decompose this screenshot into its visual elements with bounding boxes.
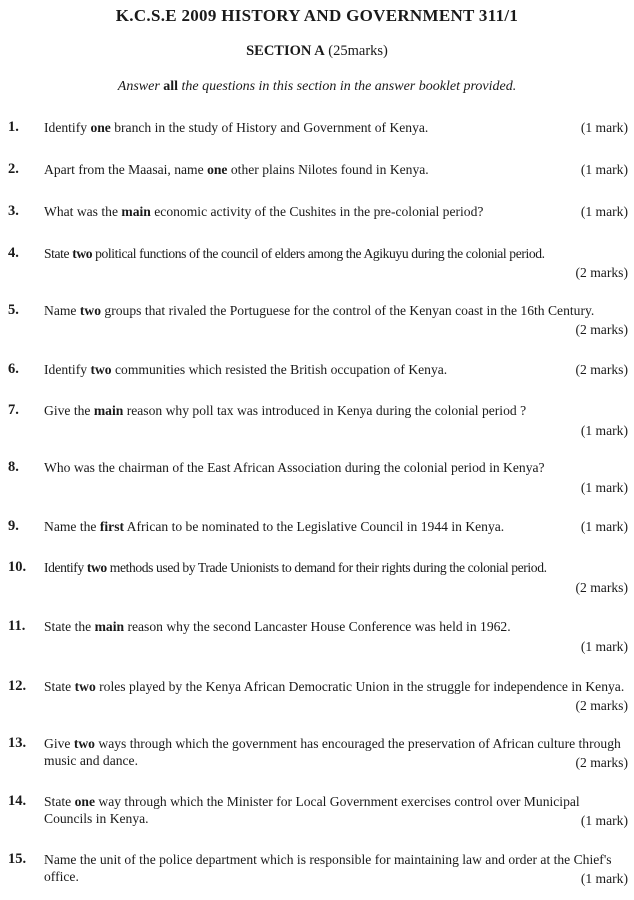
- question-marks: (1 mark): [580, 204, 628, 219]
- question-marks: (1 mark): [580, 120, 628, 135]
- question-number: 7.: [8, 402, 19, 418]
- instructions: [0, 79, 634, 95]
- section-label: SECTION A: [246, 43, 325, 59]
- question-number: 4.: [8, 245, 19, 261]
- question-marks: (2 marks): [575, 362, 628, 377]
- question-number: 8.: [8, 459, 19, 475]
- instruction-emphasis: all: [163, 79, 179, 94]
- question-marks: (2 marks): [575, 265, 628, 280]
- question-text: State two political functions of the council of elders among the Agikuyu during the colonial period.: [44, 246, 545, 261]
- question-marks: (1 mark): [580, 162, 628, 177]
- question-marks: (2 marks): [575, 698, 628, 713]
- question-text: Name two groups that rivaled the Portuguese for the control of the Kenyan coast in the 16th Century.: [44, 303, 595, 318]
- question-marks: (1 mark): [580, 480, 628, 495]
- question-marks: (1 mark): [580, 813, 628, 828]
- section-marks: (25marks): [328, 43, 388, 59]
- question-text: Give two ways through which the government has encouraged the preservation of African culture through music and dance.: [44, 736, 621, 768]
- question-text: Apart from the Maasai, name one other plains Nilotes found in Kenya.: [44, 162, 429, 177]
- question-number: 2.: [8, 161, 19, 177]
- question-text: State the main reason why the second Lancaster House Conference was held in 1962.: [44, 619, 511, 634]
- question-text: Name the first African to be nominated to the Legislative Council in 1944 in Kenya.: [44, 519, 505, 534]
- question-number: 6.: [8, 361, 19, 377]
- question-marks: (1 mark): [580, 519, 628, 534]
- question-text: What was the main economic activity of the Cushites in the pre-colonial period?: [44, 204, 484, 219]
- question-text: State one way through which the Minister for Local Government exercises control over Municipal Councils in Kenya.: [44, 794, 580, 826]
- section-heading: [0, 43, 634, 60]
- question-text: State two roles played by the Kenya African Democratic Union in the struggle for independence in Kenya.: [44, 679, 625, 694]
- question-number: 9.: [8, 518, 19, 534]
- instruction-text: Answer: [117, 79, 164, 94]
- question-text: Give the main reason why poll tax was introduced in Kenya during the colonial period ?: [44, 403, 527, 418]
- question-text: Identify two communities which resisted the British occupation of Kenya.: [44, 362, 448, 377]
- question-number: 12.: [8, 678, 27, 694]
- question-number: 14.: [8, 793, 27, 809]
- question-marks: (1 mark): [580, 871, 628, 886]
- question-marks: (2 marks): [575, 580, 628, 595]
- question-text: Identify one branch in the study of History and Government of Kenya.: [44, 120, 429, 135]
- exam-title: K.C.S.E 2009 HISTORY AND GOVERNMENT 311/1: [115, 6, 519, 25]
- question-number: 10.: [8, 559, 27, 575]
- question-number: 11.: [8, 618, 26, 634]
- question-number: 15.: [8, 851, 27, 867]
- question-text: Who was the chairman of the East African Association during the colonial period in Kenya?: [44, 460, 545, 475]
- question-marks: (2 marks): [575, 322, 628, 337]
- question-number: 3.: [8, 203, 19, 219]
- question-text: Name the unit of the police department which is responsible for maintaining law and order at the Chief's office.: [44, 852, 612, 884]
- question-number: 1.: [8, 119, 19, 135]
- question-marks: (1 mark): [580, 423, 628, 438]
- question-text: Identify two methods used by Trade Unionists to demand for their rights during the colonial period.: [44, 560, 547, 575]
- question-number: 5.: [8, 302, 19, 318]
- question-marks: (1 mark): [580, 639, 628, 654]
- question-marks: (2 marks): [575, 755, 628, 770]
- question-number: 13.: [8, 735, 27, 751]
- instruction-text: the questions in this section in the answer booklet provided.: [178, 79, 517, 94]
